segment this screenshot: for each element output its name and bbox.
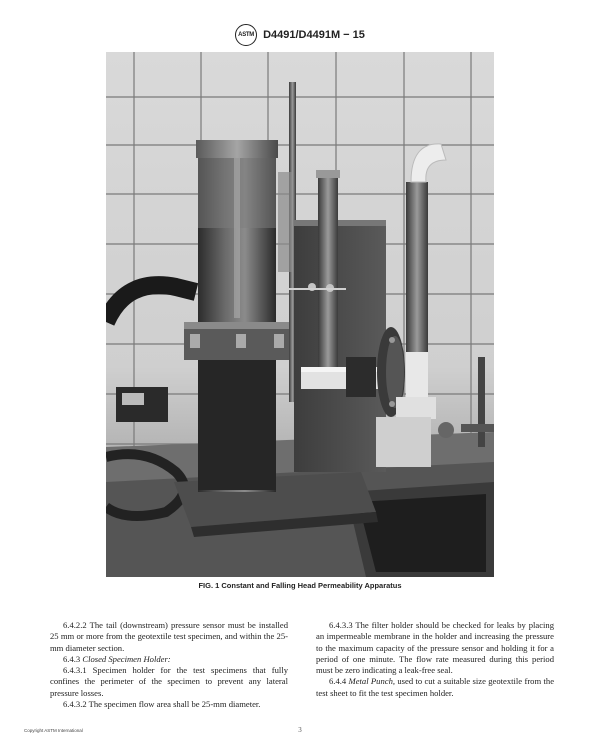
page-number: 3 bbox=[298, 726, 302, 734]
right-text-column bbox=[316, 620, 554, 699]
standard-designation: D4491/D4491M − 15 bbox=[263, 29, 365, 41]
paragraph-6-4-4 bbox=[316, 676, 554, 699]
paragraph-6-4-2-2: 6.4.2.2 The tail (downstream) pressure sensor must be installed 25 mm or more from the geotextile test specimen, and within the 25-mm diameter section. bbox=[50, 620, 288, 653]
paragraph-6-4-3-2: 6.4.3.2 The specimen flow area shall be 25-mm diameter. bbox=[63, 699, 261, 710]
astm-logo-icon: ASTM bbox=[235, 24, 257, 46]
paragraph-6-4-3-1: 6.4.3.1 Specimen holder for the test specimens that fully confines the perimeter of the specimen to prevent any lateral pressure losses. bbox=[50, 665, 288, 698]
section-title: Closed Specimen Holder: bbox=[82, 653, 171, 664]
section-number: 6.4.4 bbox=[329, 676, 347, 687]
section-body: used to cut a suitable size geotextile from the test sheet to fit the test specimen holder. bbox=[316, 676, 555, 698]
copyright-notice: Copyright ASTM International bbox=[24, 728, 83, 733]
left-text-column bbox=[50, 620, 288, 710]
section-title: Metal Punch, bbox=[348, 676, 396, 687]
heading-6-4-3 bbox=[50, 654, 288, 665]
page-header bbox=[0, 24, 600, 46]
figure-caption: FIG. 1 Constant and Falling Head Permeability Apparatus bbox=[198, 581, 402, 590]
section-number: 6.4.3 bbox=[63, 653, 81, 664]
paragraph-6-4-3-3: 6.4.3.3 The filter holder should be checked for leaks by placing an impermeable membrane in the holder and increasing the pressure to the maximum capacity of the pressure sensor and holding it for a period of one minute. The flow rate measured during this period must be zero indicating a leak-free seal. bbox=[316, 620, 554, 676]
apparatus-photo bbox=[106, 52, 494, 577]
